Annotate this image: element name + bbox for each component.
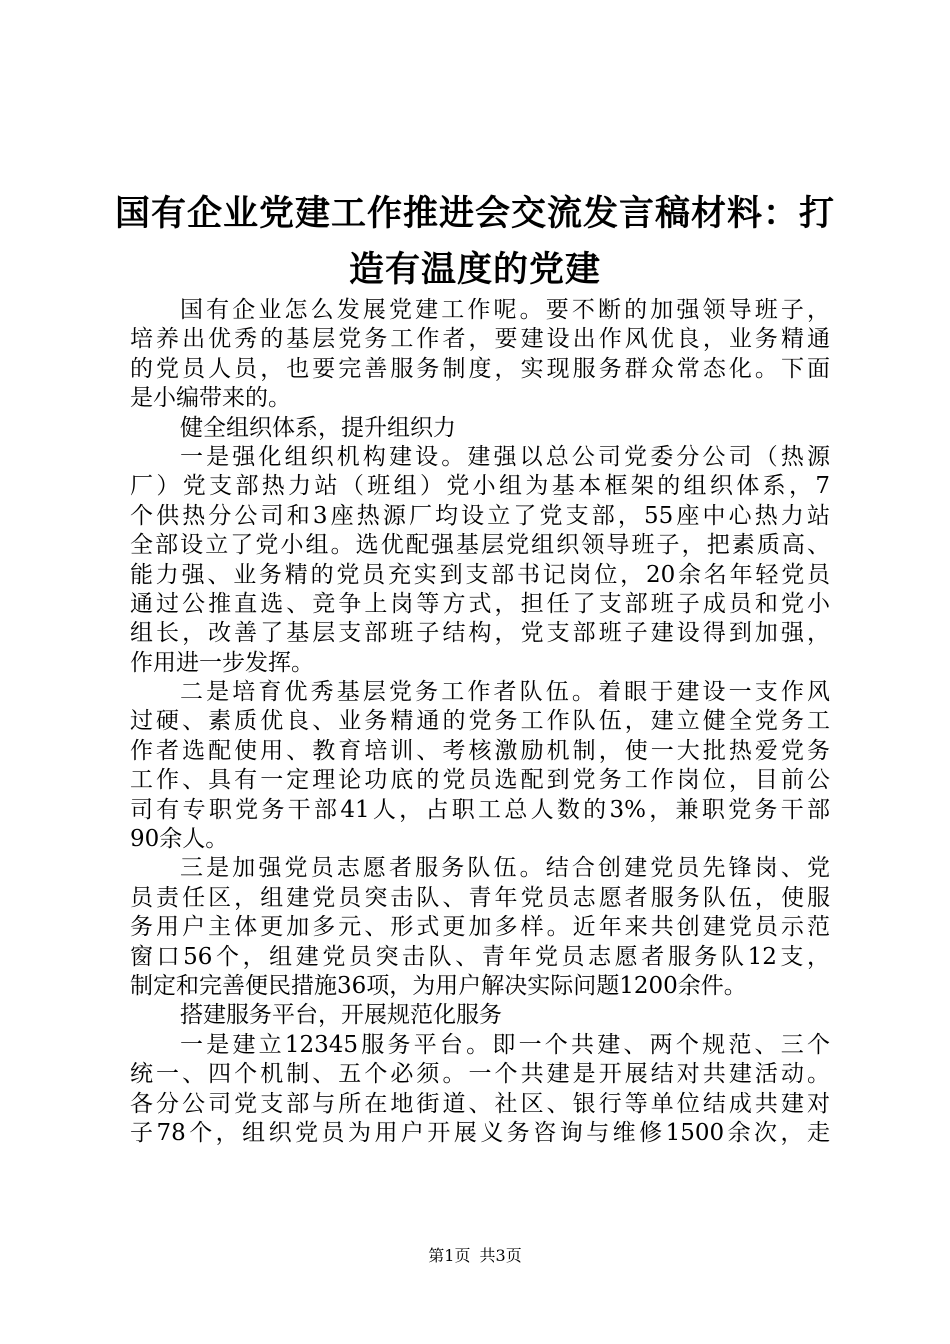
body-line: 组长，改善了基层支部班子结构，党支部班子建设得到加强， — [130, 620, 830, 647]
body-line: 子78个，组织党员为用户开展义务咨询与维修1500余次，走 — [130, 1119, 830, 1146]
body-line: 二是培育优秀基层党务工作者队伍。着眼于建设一支作风 — [180, 679, 830, 706]
body-line: 通过公推直选、竞争上岗等方式，担任了支部班子成员和党小 — [130, 590, 830, 617]
body-line: 国有企业怎么发展党建工作呢。要不断的加强领导班子， — [180, 297, 830, 323]
body-line: 员责任区，组建党员突击队、青年党员志愿者服务队伍，使服 — [130, 884, 830, 911]
body-line: 一是强化组织机构建设。建强以总公司党委分公司（热源 — [180, 443, 830, 470]
body-line: 作用进一步发挥。 — [130, 649, 314, 676]
body-line: 三是加强党员志愿者服务队伍。结合创建党员先锋岗、党 — [180, 855, 830, 882]
body-line: 90余人。 — [130, 826, 229, 853]
body-line: 过硬、素质优良、业务精通的党务工作队伍，建立健全党务工 — [130, 708, 830, 735]
body-line: 制定和完善便民措施36项，为用户解决实际问题1200余件。 — [130, 972, 747, 999]
body-line: 司有专职党务干部41人，占职工总人数的3%，兼职党务干部 — [130, 796, 830, 823]
document-body — [130, 296, 830, 1148]
body-line: 作者选配使用、教育培训、考核激励机制，使一大批热爱党务 — [130, 737, 830, 764]
body-line: 各分公司党支部与所在地街道、社区、银行等单位结成共建对 — [130, 1090, 830, 1117]
page-footer: 第1页 共3页 — [428, 1246, 522, 1265]
section-heading: 健全组织体系，提升组织力 — [180, 414, 456, 441]
body-line: 能力强、业务精的党员充实到支部书记岗位，20余名年轻党员 — [130, 561, 830, 588]
body-line: 全部设立了党小组。选优配强基层党组织领导班子，把素质高、 — [130, 532, 830, 559]
body-line: 统一、四个机制、五个必须。一个共建是开展结对共建活动。 — [130, 1061, 830, 1088]
body-line: 是小编带来的。 — [130, 385, 291, 412]
body-line: 个供热分公司和3座热源厂均设立了党支部，55座中心热力站 — [130, 502, 830, 529]
body-line: 的党员人员，也要完善服务制度，实现服务群众常态化。下面 — [130, 355, 830, 382]
body-line: 窗口56个，组建党员突击队、青年党员志愿者服务队12支， — [130, 943, 830, 970]
body-line: 一是建立12345服务平台。即一个共建、两个规范、三个 — [180, 1031, 830, 1058]
section-heading: 搭建服务平台，开展规范化服务 — [180, 1002, 502, 1029]
document-title-line-2: 造有温度的党建 — [348, 249, 601, 290]
body-line: 务用户主体更加多元、形式更加多样。近年来共创建党员示范 — [130, 914, 830, 941]
document-title-line-1: 国有企业党建工作推进会交流发言稿材料：打 — [114, 193, 835, 234]
body-line: 工作、具有一定理论功底的党员选配到党务工作岗位，目前公 — [130, 767, 830, 794]
body-line: 厂）党支部热力站（班组）党小组为基本框架的组织体系，7 — [130, 473, 830, 500]
body-line: 培养出优秀的基层党务工作者，要建设出作风优良，业务精通 — [130, 326, 830, 353]
